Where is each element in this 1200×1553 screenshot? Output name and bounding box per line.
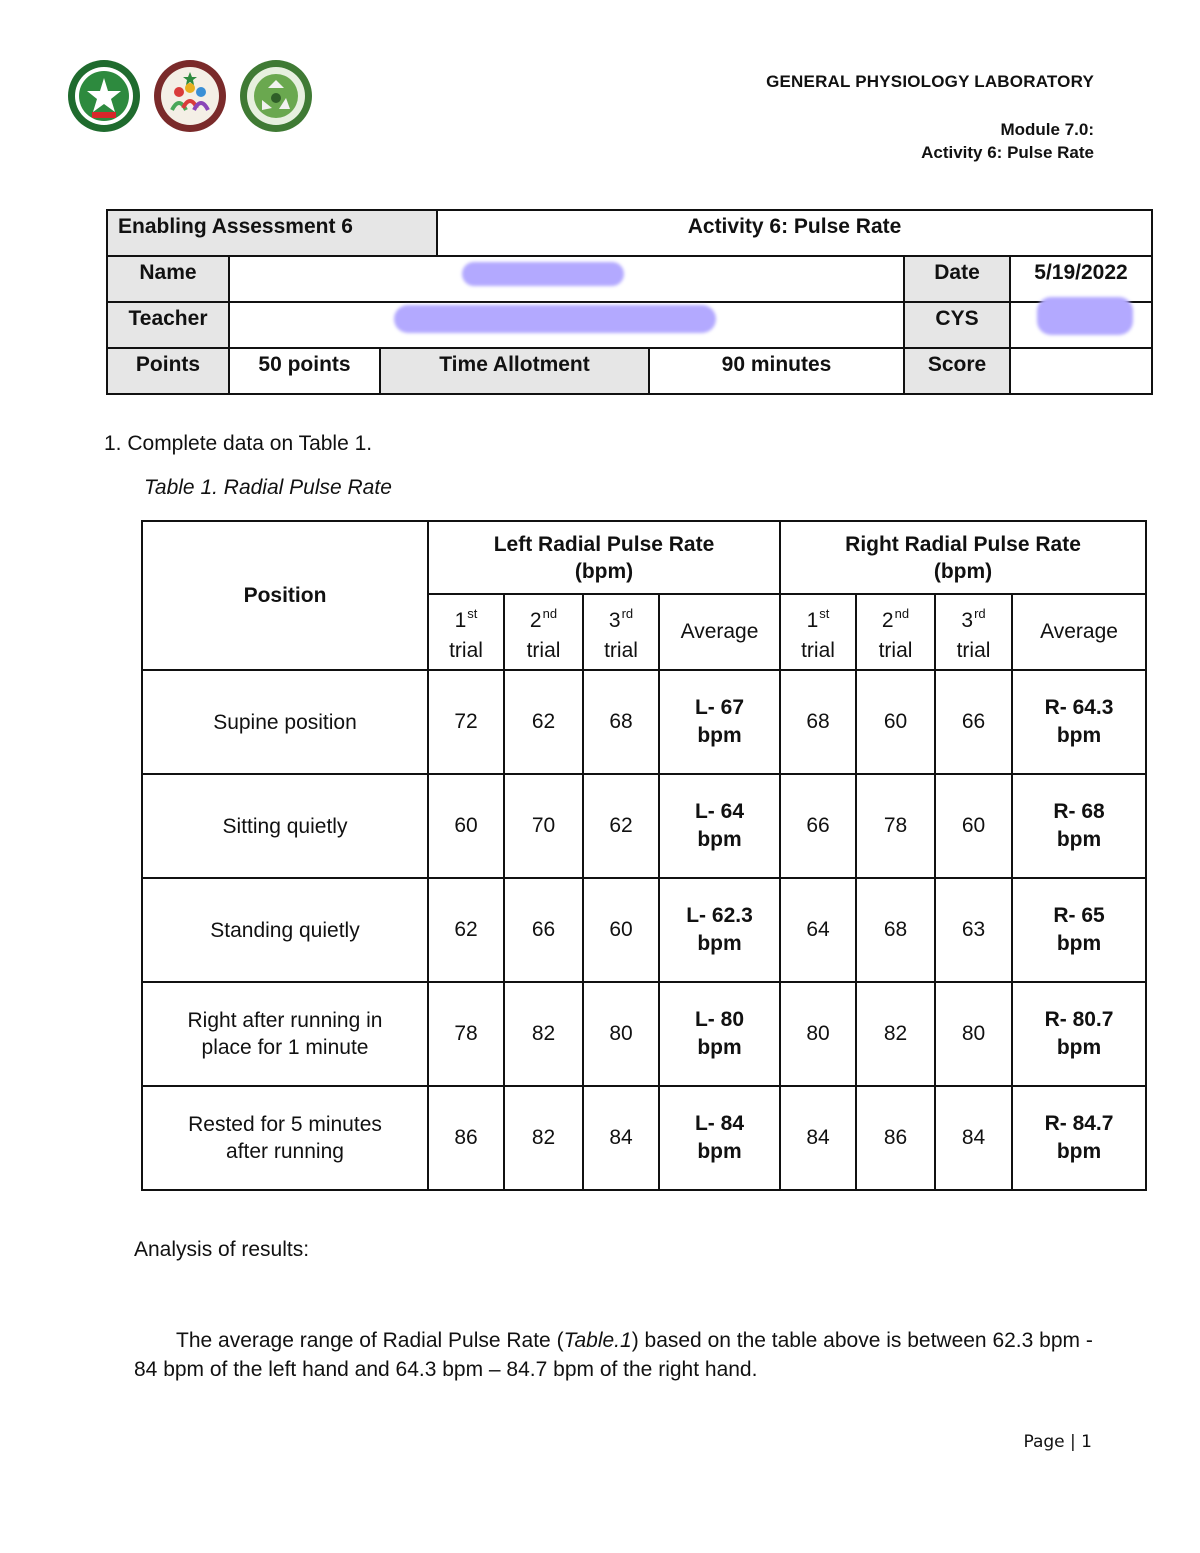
right-header-title: Right Radial Pulse Rate [845,532,1081,556]
right-trial-value: 66 [780,774,856,878]
left-trial-value: 70 [504,774,583,878]
analysis-label: Analysis of results: [134,1238,310,1261]
right-average-value: R- 84.7 bpm [1012,1086,1146,1190]
right-trial-value: 86 [856,1086,935,1190]
info-row-teacher [107,302,1152,348]
instruction-item: 1. Complete data on Table 1. [104,432,373,455]
right-average-value: R- 64.3 bpm [1012,670,1146,774]
info-row-points [107,348,1152,394]
table-caption: Table 1. Radial Pulse Rate [144,476,392,499]
left-trial-2-header: 2nd trial [504,594,583,670]
position-cell: Supine position [142,670,428,774]
table-row [142,982,1146,1086]
left-header-unit: (bpm) [574,559,634,583]
left-average-value: L- 62.3 bpm [659,878,780,982]
module-heading [921,118,1094,164]
right-trial-3-header: 3rd trial [935,594,1012,670]
cys-value-redacted [1010,302,1152,348]
right-trial-value: 66 [935,670,1012,774]
left-trial-value: 60 [583,878,659,982]
right-trial-value: 80 [935,982,1012,1086]
right-header [780,521,1146,594]
analysis-text-start: The average range of Radial Pulse Rate ( [176,1329,564,1352]
position-header: Position [142,521,428,670]
lab-title: GENERAL PHYSIOLOGY LABORATORY [766,72,1094,91]
left-trial-value: 84 [583,1086,659,1190]
left-trial-value: 62 [583,774,659,878]
left-average-value: L- 84 bpm [659,1086,780,1190]
table-row [142,670,1146,774]
redaction-mark [462,262,624,286]
right-trial-value: 84 [935,1086,1012,1190]
right-trial-value: 80 [780,982,856,1086]
right-trial-value: 82 [856,982,935,1086]
position-cell: Standing quietly [142,878,428,982]
name-value-redacted [229,256,904,302]
assessment-label: Enabling Assessment 6 [107,210,437,256]
left-trial-value: 80 [583,982,659,1086]
right-trial-2-header: 2nd trial [856,594,935,670]
position-cell: Rested for 5 minutes after running [142,1086,428,1190]
left-trial-value: 82 [504,1086,583,1190]
points-label: Points [107,348,229,394]
cys-label: CYS [904,302,1010,348]
left-trial-value: 72 [428,670,504,774]
redaction-mark [1037,297,1133,335]
right-trial-value: 60 [856,670,935,774]
table-row [142,878,1146,982]
date-value: 5/19/2022 [1010,256,1152,302]
left-trial-value: 62 [428,878,504,982]
teacher-label: Teacher [107,302,229,348]
left-header [428,521,780,594]
logo-row [66,58,314,134]
right-trial-value: 68 [856,878,935,982]
activity-title-cell: Activity 6: Pulse Rate [437,210,1152,256]
left-trial-value: 82 [504,982,583,1086]
left-average-value: L- 67 bpm [659,670,780,774]
left-trial-value: 86 [428,1086,504,1190]
score-value [1010,348,1152,394]
right-average-value: R- 80.7 bpm [1012,982,1146,1086]
time-allotment-value: 90 minutes [649,348,904,394]
points-value: 50 points [229,348,380,394]
module-number: Module 7.0: [1000,120,1094,139]
redaction-mark [394,305,716,333]
left-trial-value: 62 [504,670,583,774]
time-allotment-label: Time Allotment [380,348,649,394]
right-trial-value: 68 [780,670,856,774]
right-trial-value: 63 [935,878,1012,982]
right-average-value: R- 65 bpm [1012,878,1146,982]
left-trial-value: 60 [428,774,504,878]
teacher-value-redacted [229,302,904,348]
date-label: Date [904,256,1010,302]
right-trial-1-header: 1st trial [780,594,856,670]
header-row-1 [142,521,1146,594]
right-average-header: Average [1012,594,1146,670]
table-row [142,1086,1146,1190]
right-trial-value: 64 [780,878,856,982]
table-row [142,774,1146,878]
analysis-paragraph [134,1326,1094,1384]
left-average-value: L- 80 bpm [659,982,780,1086]
left-trial-value: 66 [504,878,583,982]
left-trial-3-header: 3rd trial [583,594,659,670]
right-average-value: R- 68 bpm [1012,774,1146,878]
left-average-value: L- 64 bpm [659,774,780,878]
right-trial-value: 78 [856,774,935,878]
assessment-info-table [106,209,1153,395]
left-header-title: Left Radial Pulse Rate [493,532,715,556]
score-label: Score [904,348,1010,394]
community-logo [152,58,228,134]
recycle-logo [238,58,314,134]
analysis-table-reference: Table.1 [563,1329,632,1352]
info-row-name [107,256,1152,302]
right-trial-value: 84 [780,1086,856,1190]
position-cell: Sitting quietly [142,774,428,878]
position-cell: Right after running in place for 1 minute [142,982,428,1086]
info-row-title [107,210,1152,256]
left-trial-value: 68 [583,670,659,774]
pulse-rate-table [141,520,1147,1191]
name-label: Name [107,256,229,302]
page-number: Page | 1 [1023,1432,1092,1452]
seal-logo [66,58,142,134]
right-trial-value: 60 [935,774,1012,878]
activity-heading: Activity 6: Pulse Rate [921,143,1094,162]
left-average-header: Average [659,594,780,670]
left-trial-value: 78 [428,982,504,1086]
right-header-unit: (bpm) [933,559,993,583]
analysis-text-end: ) based on the table above is between 62.3 bpm - 84 bpm of the left hand and 64.3 bpm – 84.7 bpm of the right hand. [134,1329,1093,1381]
left-trial-1-header: 1st trial [428,594,504,670]
